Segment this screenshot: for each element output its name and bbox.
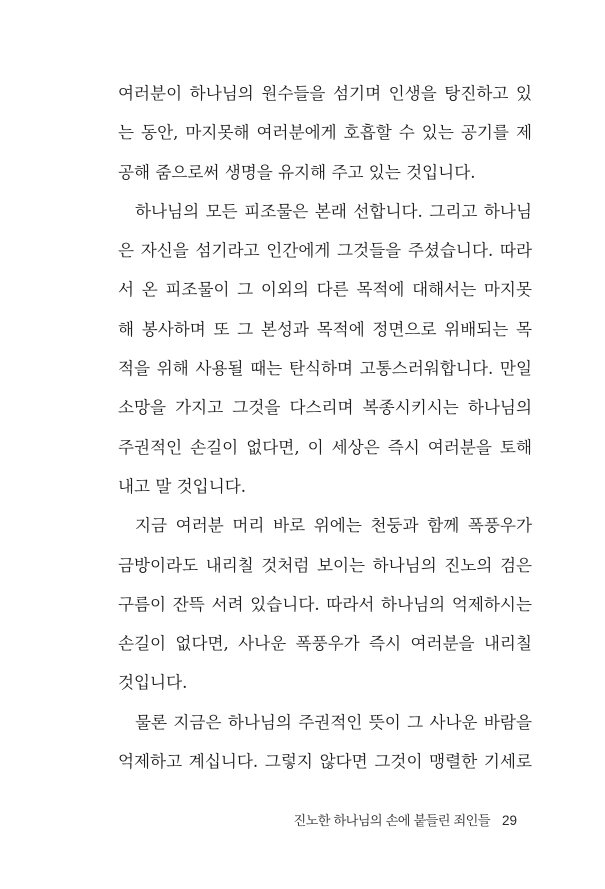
text-line: 손길이 없다면, 사나운 폭풍우가 즉시 여러분을 내리칠 bbox=[118, 634, 532, 654]
text-line: 는 동안, 마지못해 여러분에게 호흡할 수 있는 공기를 제 bbox=[118, 123, 532, 143]
text-line: 적을 위해 사용될 때는 탄식하며 고통스러워합니다. 만일 bbox=[118, 359, 532, 379]
text-line: 여러분이 하나님의 원수들을 섬기며 인생을 탕진하고 있 bbox=[118, 84, 532, 103]
page-footer bbox=[294, 812, 518, 831]
paragraph-first-line: 하나님의 모든 피조물은 본래 선합니다. 그리고 하나님 bbox=[135, 201, 532, 221]
text-line: 공해 줌으로써 생명을 유지해 주고 있는 것입니다. bbox=[118, 162, 476, 182]
running-head: 진노한 하나님의 손에 붙들린 죄인들 bbox=[293, 814, 490, 829]
page-number: 29 bbox=[501, 813, 517, 828]
text-line: 서 온 피조물이 그 이외의 다른 목적에 대해서는 마지못 bbox=[118, 280, 532, 300]
paragraph-first-line: 물론 지금은 하나님의 주권적인 뜻이 그 사나운 바람을 bbox=[135, 712, 532, 732]
body-text bbox=[118, 74, 532, 781]
text-line: 은 자신을 섬기라고 인간에게 그것들을 주셨습니다. 따라 bbox=[118, 241, 532, 261]
text-line: 해 봉사하며 또 그 본성과 목적에 정면으로 위배되는 목 bbox=[118, 319, 532, 339]
paragraph-first-line: 지금 여러분 머리 바로 위에는 천둥과 함께 폭풍우가 bbox=[135, 516, 532, 536]
text-line: 주권적인 손길이 없다면, 이 세상은 즉시 여러분을 토해 bbox=[118, 437, 532, 457]
text-line: 구름이 잔뜩 서려 있습니다. 따라서 하나님의 억제하시는 bbox=[118, 594, 532, 614]
text-line: 금방이라도 내리칠 것처럼 보이는 하나님의 진노의 검은 bbox=[118, 555, 532, 575]
text-line: 내고 말 것입니다. bbox=[118, 476, 247, 496]
text-line: 소망을 가지고 그것을 다스리며 복종시키시는 하나님의 bbox=[118, 398, 532, 418]
text-line: 것입니다. bbox=[118, 673, 188, 693]
text-line: 억제하고 계십니다. 그렇지 않다면 그것이 맹렬한 기세로 bbox=[118, 752, 532, 772]
